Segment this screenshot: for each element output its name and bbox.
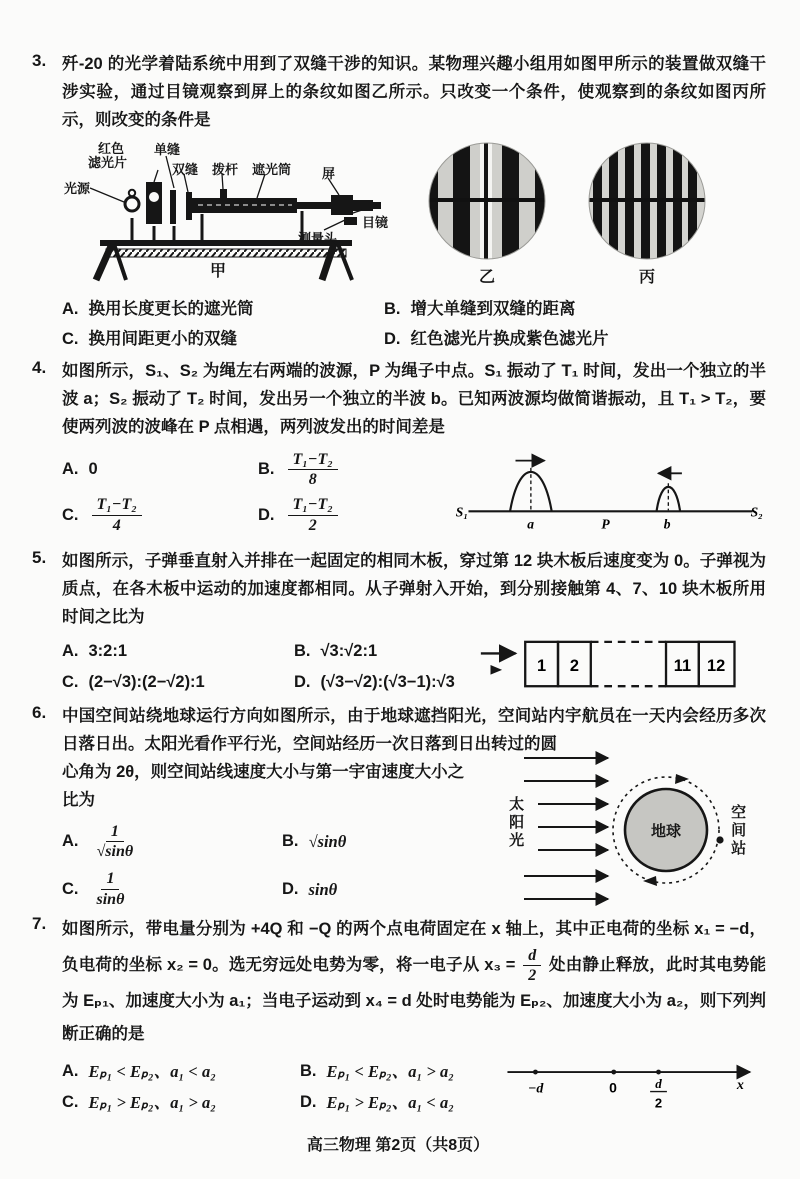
pulse-a-label: a <box>527 516 535 532</box>
q5-option-d <box>294 669 477 696</box>
fraction-denominator: sinθ <box>96 890 125 908</box>
option-text: 换用长度更长的遮光筒 <box>88 300 254 318</box>
pattern-yi-caption: 乙 <box>478 269 495 286</box>
q4-options <box>62 450 454 535</box>
question-5-text: 如图所示，子弹垂直射入并排在一起固定的相同木板，穿过第 12 块木板后速度变为 0。子弹视为质点，在各木板中运动的加速度都相同。从子弹射入开始，到分别接触第 4、7、10 块木板所用时间之比为 <box>62 552 766 626</box>
option-label: D. <box>384 330 401 348</box>
question-3-text: 歼-20 的光学着陆系统中用到了双缝干涉的知识。某物理兴趣小组用如图甲所示的装置做双缝干涉实验，通过目镜观察到屏上的条纹如图乙所示。只改变一个条件，使观察到的条纹如图丙所示，则改变的条件是 <box>62 55 766 129</box>
option-text: 红色滤光片换成紫色滤光片 <box>410 330 609 348</box>
pulse-b-label: b <box>663 516 671 532</box>
q6-option-c <box>62 869 282 908</box>
rope-source-s2-label: S₂ <box>750 504 763 520</box>
tick-zero-label: 0 <box>609 1079 618 1096</box>
measure-head-label: 测量头 <box>298 231 338 246</box>
question-6-text-part2: 心角为 2θ，则空间站线速度大小与第一宇宙速度大小之 <box>62 763 465 781</box>
sunlight-label: 太阳光 <box>509 796 525 849</box>
question-6 <box>30 702 766 909</box>
q5-option-c <box>62 669 294 696</box>
question-7-text <box>62 913 766 1051</box>
double-slit-apparatus-figure <box>62 140 392 288</box>
fraction-numerator: T₁−T₂ <box>288 495 338 515</box>
option-text: (√3−√2):(√3−1):√3 <box>320 673 455 691</box>
option-label: C. <box>62 1093 79 1112</box>
option-label: B. <box>258 460 275 479</box>
q4-option-b <box>258 450 454 489</box>
page-footer: 高三物理 第2页（共8页） <box>306 1137 490 1155</box>
option-text: 增大单缝到双缝的距离 <box>410 300 576 318</box>
fraction-denominator: √sinθ <box>96 843 134 861</box>
fringe-pattern-bing <box>586 140 708 287</box>
q4-option-a <box>62 450 258 489</box>
fraction-numerator: 1 <box>101 869 119 889</box>
option-text: Eₚ₁ > Eₚ₂、a₁ > a₂ <box>88 1093 216 1113</box>
option-label: C. <box>62 879 79 898</box>
board-2-number: 2 <box>569 656 579 675</box>
question-3 <box>30 50 766 353</box>
option-label: C. <box>62 673 79 691</box>
q3-options <box>62 296 766 353</box>
q7-option-b <box>300 1058 500 1085</box>
filter-label-line1: 红色 <box>98 141 125 156</box>
fraction-numerator: T₁−T₂ <box>288 450 338 470</box>
screen-label: 屏 <box>322 166 336 181</box>
q6-option-b <box>282 822 532 861</box>
question-7 <box>30 913 766 1116</box>
q6-option-a <box>62 822 282 861</box>
bullet-boards-figure <box>477 635 766 695</box>
q7-option-d <box>300 1089 500 1116</box>
double-slit-label: 双缝 <box>172 162 199 177</box>
fraction <box>523 946 541 985</box>
apparatus-caption: 甲 <box>210 263 227 280</box>
option-text: Eₚ₁ < Eₚ₂、a₁ < a₂ <box>88 1062 216 1082</box>
option-text: Eₚ₁ > Eₚ₂、a₁ < a₂ <box>326 1093 454 1113</box>
q3-option-a <box>62 296 384 323</box>
earth-label: 地球 <box>651 823 682 840</box>
q7-option-a <box>62 1058 300 1085</box>
option-label: A. <box>62 1062 79 1081</box>
option-label: B. <box>384 300 401 318</box>
question-5-number: 5. <box>32 548 47 567</box>
lever-label: 拨杆 <box>212 162 239 177</box>
q7-option-c <box>62 1089 300 1116</box>
tick-frac-numerator: d <box>655 1075 663 1091</box>
option-label: A. <box>62 832 79 851</box>
option-text: (2−√3):(2−√2):1 <box>88 673 205 691</box>
fraction <box>92 822 139 861</box>
q4-option-c <box>62 495 258 534</box>
q3-option-d <box>384 326 766 353</box>
option-text: 0 <box>88 460 98 479</box>
q6-options <box>62 822 532 909</box>
question-5 <box>30 547 766 696</box>
option-label: B. <box>282 832 299 851</box>
filter-label-line2: 滤光片 <box>88 155 128 170</box>
light-source-label: 光源 <box>64 181 91 196</box>
rope-wave-figure <box>454 449 766 541</box>
fraction-numerator: 1 <box>106 822 124 842</box>
question-4-text: 如图所示，S₁、S₂ 为绳左右两端的波源，P 为绳子中点。S₁ 振动了 T₁ 时间，发出一个独立的半波 a；S₂ 振动了 T₂ 时间，发出另一个独立的半波 b。已知两波源均做简谐振动，且 T₁ > T₂，要使两列波的波峰在 P 点相遇，两列波发出的时间差是 <box>62 362 766 436</box>
fraction-denominator: 2 <box>308 516 317 534</box>
space-station-drawing <box>508 748 766 916</box>
option-label: B. <box>294 642 311 660</box>
board-1-number: 1 <box>536 656 546 675</box>
fraction <box>92 495 142 534</box>
question-6-text-part3: 比为 <box>62 791 95 809</box>
fringe-pattern-bing-drawing <box>586 140 708 262</box>
axis-x-label: x <box>737 1077 745 1093</box>
option-text: Eₚ₁ < Eₚ₂、a₁ > a₂ <box>326 1062 454 1082</box>
q7-options <box>62 1058 500 1116</box>
option-text: 3:2:1 <box>88 642 128 660</box>
q6-option-d <box>282 869 532 908</box>
option-label: A. <box>62 460 79 479</box>
q4-option-d <box>258 495 454 534</box>
question-7-number: 7. <box>32 913 47 933</box>
eyepiece-label: 目镜 <box>362 215 389 230</box>
fringe-pattern-yi-drawing <box>426 140 548 262</box>
option-label: A. <box>62 642 79 660</box>
q7-text-seg1: 如图所示，带电量分别为 +4Q 和 −Q 的两个点电荷固定在 x 轴上，其中正电荷的坐标 x₁ = −d，负电荷的坐标 x₂ = 0。选无穷远处电势为零，将一电子从 x₃ = <box>62 919 766 974</box>
option-label: A. <box>62 300 79 318</box>
tick-frac-denominator: 2 <box>655 1095 663 1111</box>
space-station-label: 空间站 <box>731 804 747 857</box>
question-6-number: 6. <box>32 703 47 722</box>
q5-options <box>62 638 477 696</box>
board-11-number: 11 <box>673 656 691 675</box>
fraction <box>288 450 338 489</box>
option-label: C. <box>62 330 79 348</box>
rope-source-s1-label: S₁ <box>455 504 469 520</box>
q3-option-c <box>62 326 384 353</box>
single-slit-label: 单缝 <box>154 142 181 157</box>
x-axis-figure <box>500 1057 766 1115</box>
fraction <box>288 495 338 534</box>
board-12-number: 12 <box>706 656 725 675</box>
fringe-pattern-yi <box>426 140 548 287</box>
midpoint-p-label: P <box>601 516 610 532</box>
question-6-text-part1: 中国空间站绕地球运行方向如图所示，由于地球遮挡阳光，空间站内宇航员在一天内会经历多次日落日出。太阳光看作平行光，空间站经历一次日落到日出转过的圆 <box>62 707 766 753</box>
option-label: D. <box>282 879 299 898</box>
option-label: B. <box>300 1062 317 1081</box>
question-4-number: 4. <box>32 358 47 377</box>
fraction-numerator: d <box>523 946 541 966</box>
tick-neg-d-label: −d <box>528 1081 544 1097</box>
question-3-number: 3. <box>32 51 47 70</box>
option-label: D. <box>294 673 311 691</box>
fraction-denominator: 8 <box>308 471 317 489</box>
option-text: 换用间距更小的双缝 <box>88 330 237 348</box>
fraction-denominator: 4 <box>112 516 121 534</box>
option-text: sinθ <box>308 879 338 899</box>
option-text: √sinθ <box>308 832 347 852</box>
q7-text-seg2: 处由静止释放，此时其电势能为 Eₚ₁、加速度大小为 a₁；当电子运动到 x₄ = d 处时电势能为 Eₚ₂、加速度大小为 a₂，则下列判断正确的是 <box>62 955 766 1044</box>
q5-option-a <box>62 638 294 665</box>
q3-figures <box>62 140 766 288</box>
option-label: D. <box>258 505 275 524</box>
q3-option-b <box>384 296 766 323</box>
question-4 <box>30 357 766 541</box>
option-text: √3:√2:1 <box>320 642 378 660</box>
fraction-numerator: T₁−T₂ <box>92 495 142 515</box>
option-label: C. <box>62 505 79 524</box>
fraction-denominator: 2 <box>528 966 537 984</box>
option-label: D. <box>300 1093 317 1112</box>
space-station-figure <box>508 748 766 916</box>
pattern-bing-caption: 丙 <box>638 269 655 286</box>
fraction <box>92 869 130 908</box>
shield-tube-label: 遮光筒 <box>252 162 292 177</box>
q5-option-b <box>294 638 477 665</box>
